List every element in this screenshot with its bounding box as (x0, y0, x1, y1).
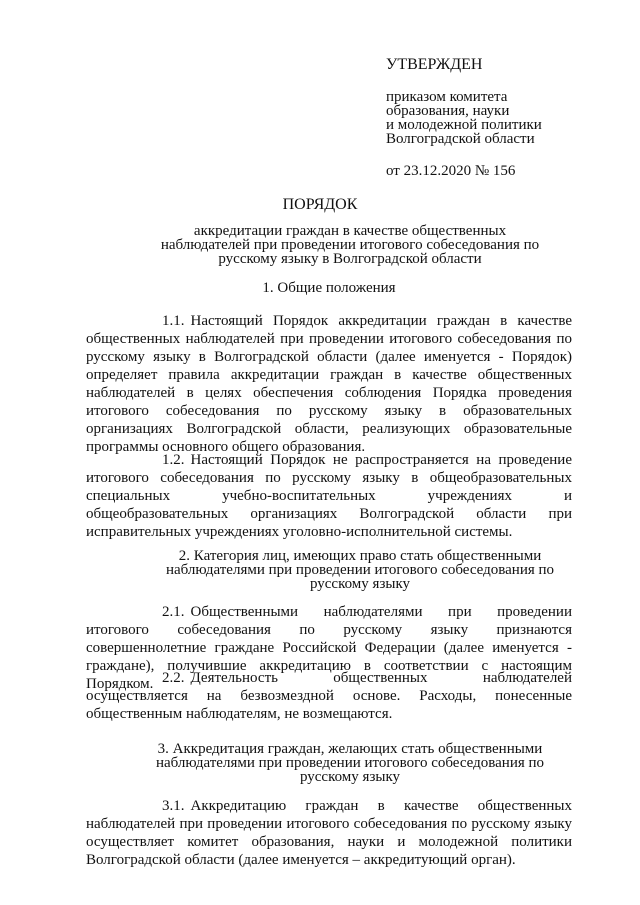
paragraph-number: 1.1. (162, 313, 185, 329)
document-subtitle: аккредитации граждан в качестве общественных наблюдателей при проведении итогового собеседования по русскому языку в Волгоградской области (160, 223, 540, 267)
paragraph-text: Настоящий Порядок аккредитации граждан в качестве общественных наблюдателей при проведении итогового собеседования по русскому языку в Волгоградской области (далее именуется - Порядок) определяет правила аккредитации граждан в качестве общественных наблюдателей в целях обеспечения соблюдения Порядка проведения итогового собеседования по русскому языку в образовательных организациях Волгоградской области, реализующих образовательные программы основного общего образования. (86, 313, 572, 455)
paragraph-text: Настоящий Порядок не распространяется на проведение итогового собеседования по русскому языку в общеобразовательных специальных учебно-воспитательных учреждениях и общеобразовательных организациях Волгоградской области при исправительных учреждениях уголовно-исполнительной системы. (86, 452, 572, 540)
paragraph-number: 1.2. (162, 452, 185, 468)
section-heading: 2. Категория лиц, имеющих право стать общественными наблюдателями при проведении итогового собеседования по русскому языку (165, 548, 555, 592)
approval-date: от 23.12.2020 № 156 (386, 163, 516, 179)
approval-line: образования, науки (386, 103, 510, 119)
paragraph-number: 2.1. (162, 604, 185, 620)
paragraph-number: 2.2. (162, 670, 185, 686)
paragraph (86, 797, 572, 869)
paragraph-text: Общественными наблюдателями при проведении итогового собеседования по русскому языку признаются совершеннолетние граждане Российской Федерации (далее именуется - граждане), получившие аккредитацию в соответствии с настоящим Порядком. (86, 604, 572, 692)
approval-line: и молодежной политики (386, 117, 542, 133)
approval-line: Волгоградской области (386, 131, 535, 147)
approval-heading: УТВЕРЖДЕН (386, 56, 483, 73)
approval-line: приказом комитета (386, 89, 508, 105)
paragraph (86, 451, 572, 541)
paragraph (86, 312, 572, 456)
paragraph-text: Аккредитацию граждан в качестве общественных наблюдателей при проведении итогового собеседования по русскому языку осуществляет комитет образования, науки и молодежной политики Волгоградской области (далее именуется – аккредитующий орган). (86, 798, 572, 868)
section-heading: 1. Общие положения (262, 280, 396, 296)
paragraph (86, 669, 572, 723)
paragraph-text: Деятельность общественных наблюдателей осуществляется на безвозмездной основе. Расходы, понесенные общественным наблюдателям, не возмещаются. (86, 670, 572, 722)
document-title: ПОРЯДОК (282, 196, 358, 213)
approval-block (386, 56, 626, 180)
section-heading: 3. Аккредитация граждан, желающих стать общественными наблюдателями при проведении итогового собеседования по русскому языку (155, 741, 545, 785)
paragraph-number: 3.1. (162, 798, 185, 814)
